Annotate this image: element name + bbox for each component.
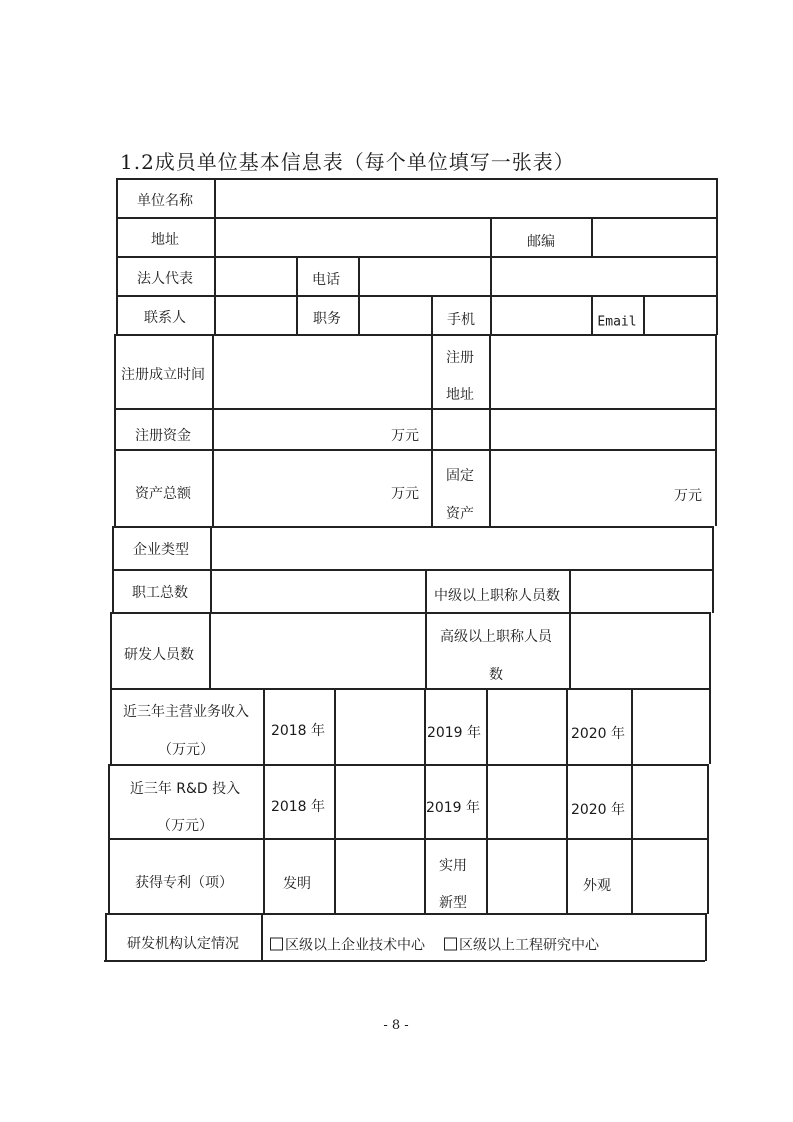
position-label: 职务 (313, 311, 341, 327)
rd-2018-field[interactable] (336, 766, 423, 838)
reg-capital-unit: 万元 (391, 428, 419, 444)
phone-field[interactable] (360, 258, 488, 295)
mid-title-staff-field[interactable] (571, 571, 711, 612)
utility-field[interactable] (488, 840, 565, 913)
reg-time-field[interactable] (214, 336, 430, 408)
utility-label-2: 新型 (439, 895, 467, 911)
reg-addr-field[interactable] (491, 336, 714, 408)
revenue-label-1: 近三年主营业务收入 (123, 704, 249, 720)
email-field[interactable] (645, 297, 715, 334)
reg-addr-label-1: 注册 (446, 350, 474, 366)
unit-name-field[interactable] (216, 180, 714, 217)
checkbox-icon[interactable] (270, 938, 283, 951)
invention-label: 发明 (283, 876, 311, 892)
enterprise-center-label: 区级以上企业技术中心 (285, 937, 425, 954)
position-field[interactable] (360, 297, 430, 334)
fixed-assets-label-2: 资产 (446, 506, 474, 522)
engineering-center-option[interactable] (444, 938, 599, 953)
design-field[interactable] (633, 840, 706, 913)
address-label: 地址 (151, 232, 179, 248)
rd-staff-field[interactable] (211, 614, 424, 688)
contact-label: 联系人 (144, 310, 186, 326)
rd-2020-label: 2020 年 (570, 802, 626, 818)
design-label: 外观 (583, 878, 611, 894)
rd-invest-label-1: 近三年 R&D 投入 (129, 781, 241, 797)
company-type-label: 企业类型 (133, 542, 189, 558)
revenue-2019-label: 2019 年 (426, 725, 482, 741)
reg-capital-extra-field-2[interactable] (491, 410, 714, 449)
total-assets-unit: 万元 (391, 486, 419, 502)
contact-field[interactable] (216, 297, 294, 334)
rd-cert-label: 研发机构认定情况 (127, 936, 239, 952)
patents-label: 获得专利（项） (135, 875, 233, 891)
company-type-field[interactable] (212, 528, 711, 569)
postcode-label: 邮编 (527, 234, 555, 250)
rd-2018-label: 2018 年 (270, 799, 326, 815)
utility-label-1: 实用 (439, 858, 467, 874)
rd-staff-label: 研发人员数 (124, 647, 194, 663)
revenue-2018-field[interactable] (336, 690, 423, 764)
total-staff-label: 职工总数 (132, 585, 188, 601)
phone-label: 电话 (312, 272, 340, 288)
unit-name-label: 单位名称 (137, 193, 193, 209)
rd-2019-field[interactable] (488, 766, 565, 838)
reg-addr-label-2: 地址 (446, 387, 474, 403)
mobile-field[interactable] (492, 297, 590, 334)
rd-2020-field[interactable] (633, 766, 706, 838)
mobile-label: 手机 (447, 312, 475, 328)
revenue-label-2: （万元） (158, 742, 214, 758)
checkbox-icon[interactable] (444, 938, 457, 951)
reg-time-label: 注册成立时间 (121, 367, 205, 383)
revenue-2019-field[interactable] (488, 690, 565, 764)
rd-invest-label-2: （万元） (157, 818, 213, 834)
senior-title-field[interactable] (571, 614, 709, 688)
rd-2019-label: 2019 年 (425, 800, 481, 816)
senior-title-label-2: 数 (489, 667, 503, 683)
total-assets-label: 资产总额 (135, 486, 191, 502)
address-field[interactable] (216, 219, 488, 256)
invention-field[interactable] (336, 840, 423, 913)
revenue-2020-label: 2020 年 (570, 726, 626, 742)
page-title: 1.2成员单位基本信息表（每个单位填写一张表） (120, 150, 575, 174)
senior-title-label-1: 高级以上职称人员 (440, 629, 552, 645)
total-staff-field[interactable] (212, 571, 424, 612)
enterprise-center-option[interactable] (270, 938, 425, 953)
fixed-assets-label-1: 固定 (446, 468, 474, 484)
fixed-assets-unit: 万元 (674, 488, 702, 504)
engineering-center-label: 区级以上工程研究中心 (459, 937, 599, 954)
legal-rep-label: 法人代表 (137, 271, 193, 287)
postcode-field[interactable] (593, 219, 714, 256)
mid-title-staff-label: 中级以上职称人员数 (434, 588, 560, 604)
revenue-2020-field[interactable] (633, 690, 709, 764)
email-label: Email (597, 314, 637, 330)
revenue-2018-label: 2018 年 (270, 723, 326, 739)
reg-capital-extra-field[interactable] (433, 410, 488, 449)
legal-rep-field[interactable] (216, 258, 294, 295)
reg-capital-label: 注册资金 (135, 428, 191, 444)
page-number: - 8 - (383, 1018, 409, 1033)
